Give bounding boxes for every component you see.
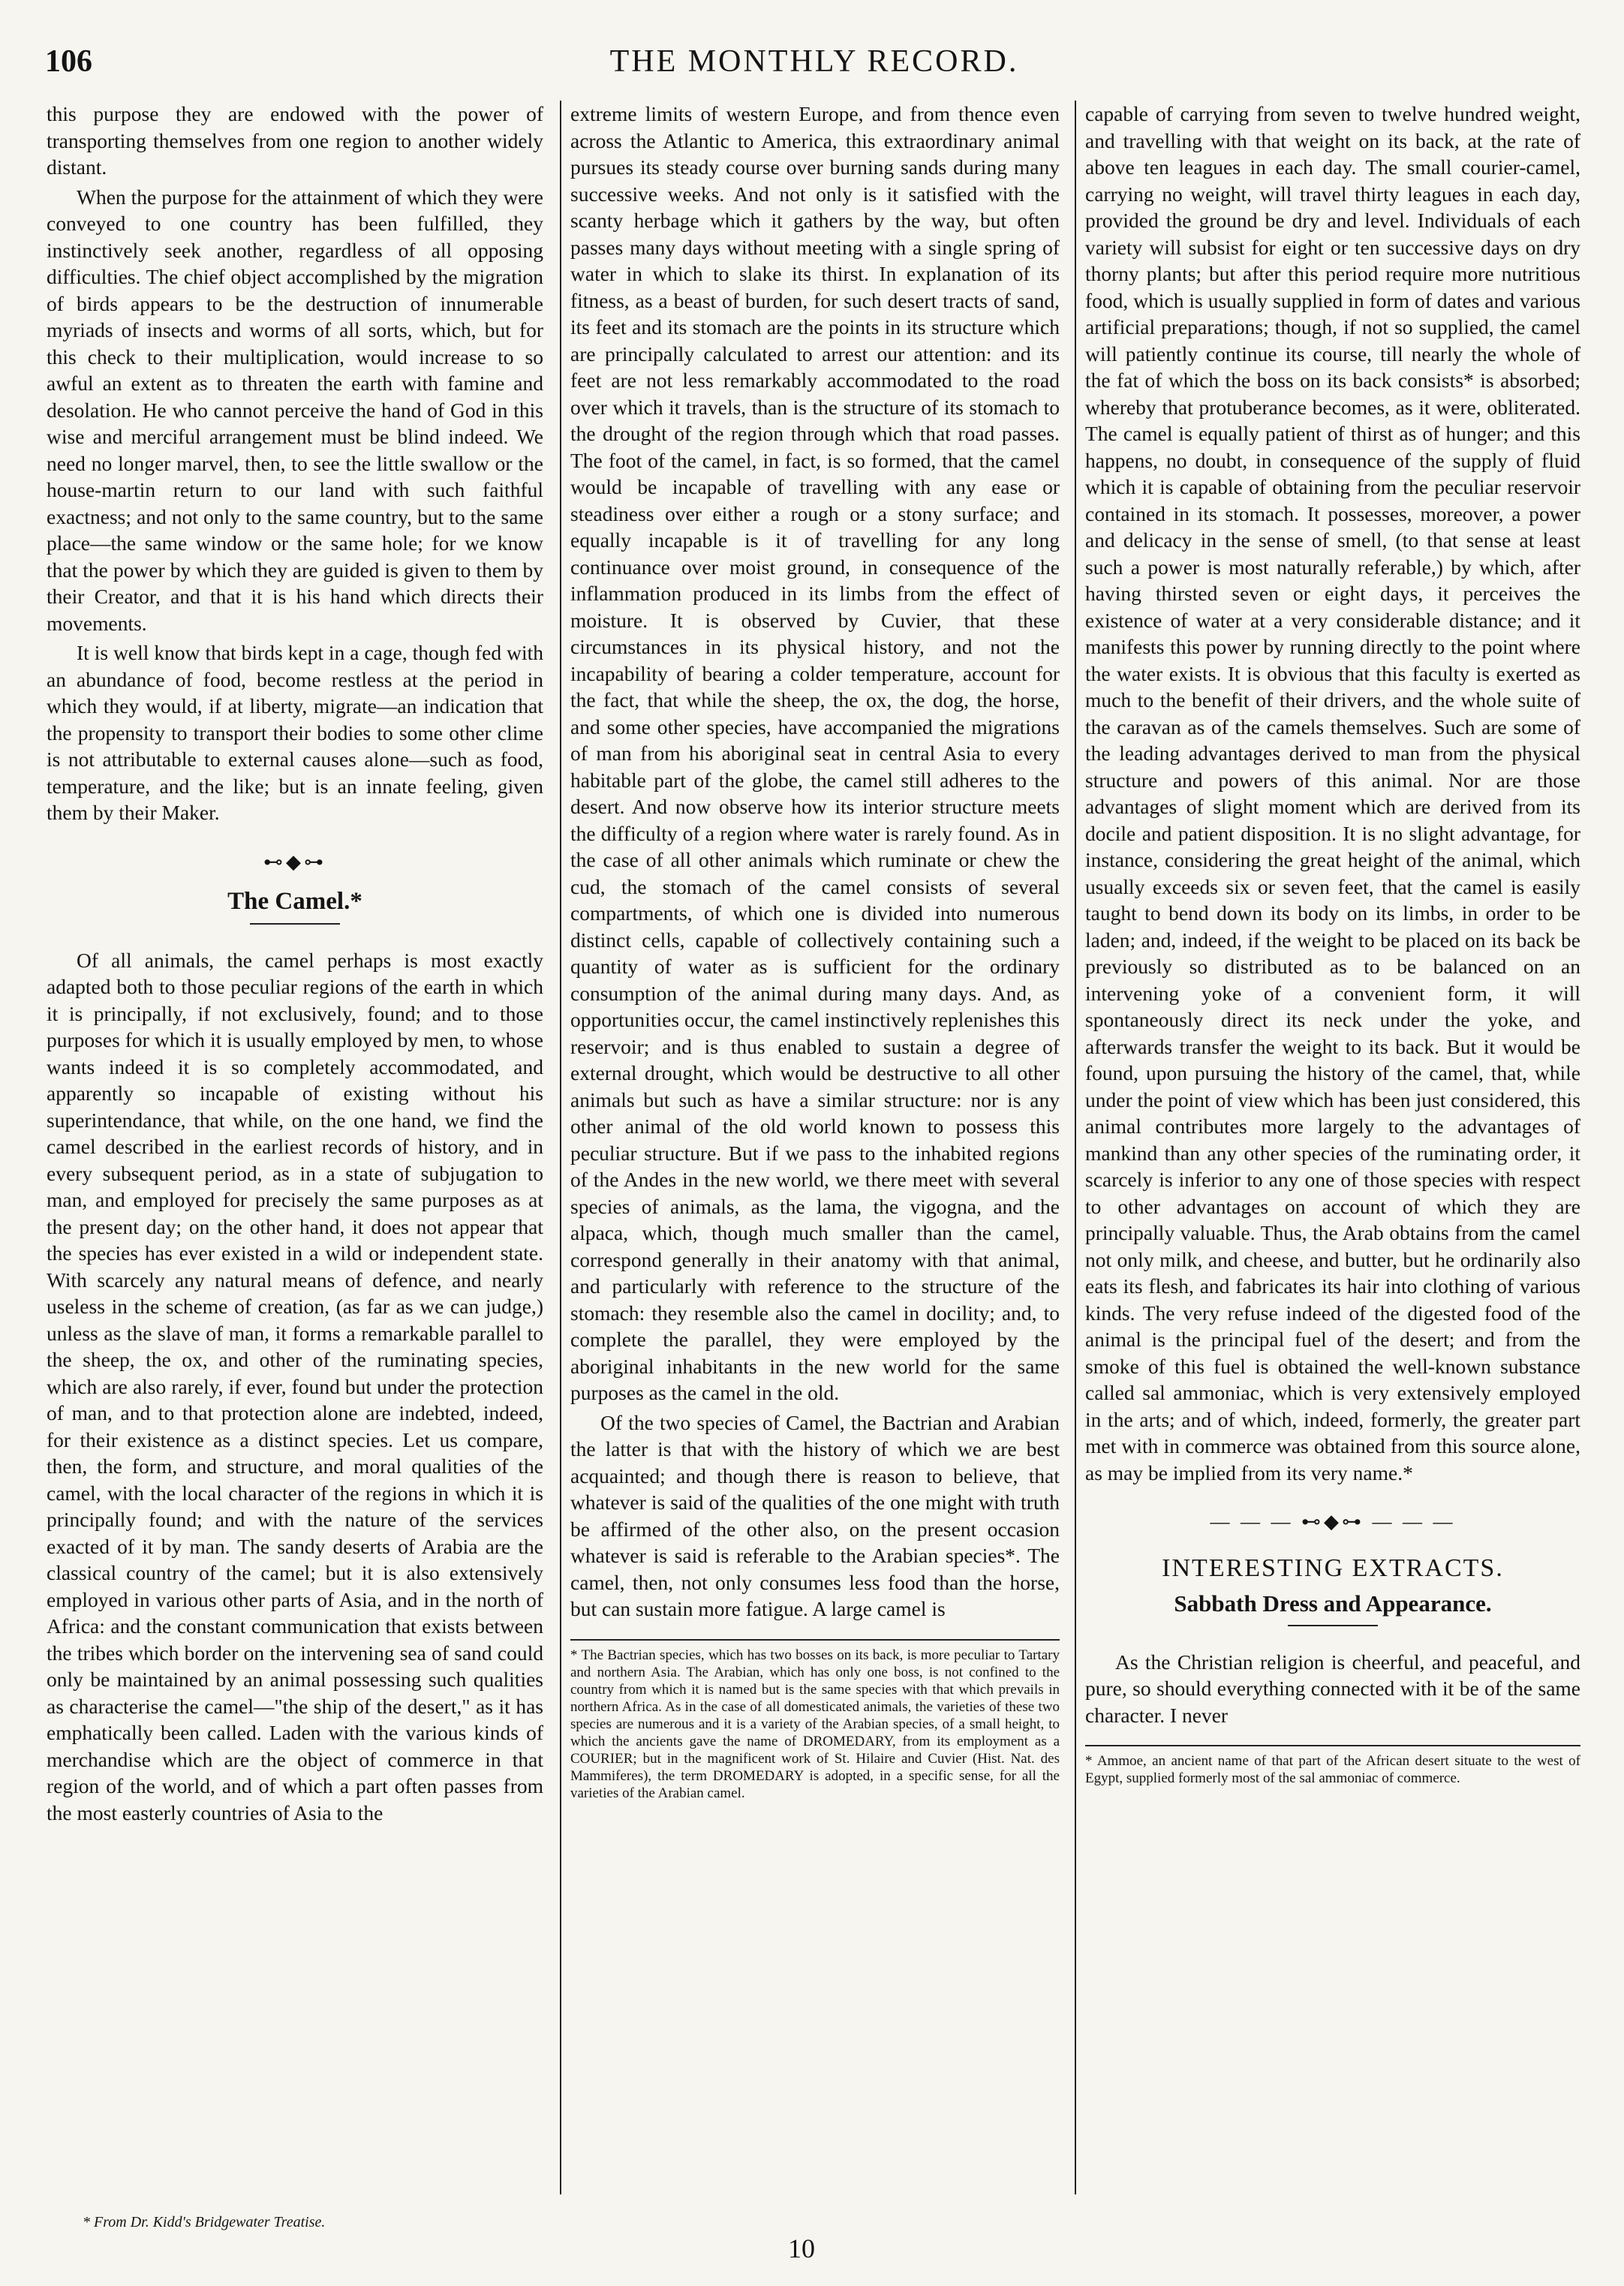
footnote: * From Dr. Kidd's Bridgewater Treatise. <box>83 2214 326 2230</box>
paragraph: this purpose they are endowed with the power of transporting themselves from one region to another widely distant. <box>47 102 543 179</box>
ornament-divider: ⊷◆⊶ <box>263 850 326 873</box>
paragraph: It is well know that birds kept in a cage, though fed with an abundance of food, become restless at the period in which they would, if at liberty, migrate—an indication that the propensity to transport their bodies to some other clime is not attributable to external causes alone—such as food, temperature, and the like; but is an innate feeling, given them by their Maker. <box>47 641 543 824</box>
column-3 <box>1075 101 1580 2194</box>
article-title: Sabbath Dress and Appearance. <box>1174 1590 1492 1617</box>
signature-mark: 10 <box>788 2233 815 2263</box>
paragraph: extreme limits of western Europe, and from thence even across the Atlantic to America, this extraordinary animal pursues its steady course over burning sands during many successive weeks. And not only is it satisfied with the scanty herbage which it gathers by the way, but often passes many days without meeting with a single spring of water in which to slake its thirst. In explanation of its fitness, as a beast of burden, for such desert tracts of sand, its feet and its stomach are the points in its structure which are principally calculated to arrest our attention: and its feet are not less remarkably accommodated to the road over which it travels, than is the structure of its stomach to the drought of the region through which that road passes. The foot of the camel, in fact, is so formed, that the camel would be incapable of travelling with any ease or steadiness over either a rough or a stony surface; and equally incapable is it of travelling for any long continuance over moist ground, in consequence of the inflammation produced in its limbs from the effect of moisture. It is observed by Cuvier, that these circumstances in its physical history, and not the incapability of bearing a colder temperature, account for the fact, that while the sheep, the ox, the dog, the horse, and some other species, have accompanied the migrations of man from his aboriginal seat in central Asia to every habitable part of the globe, the camel still adheres to the desert. And now observe how its interior structure meets the difficulty of a region where water is rarely found. As in the case of all other animals which ruminate or chew the cud, the stomach of the camel consists of several compartments, of which one is divided into numerous distinct cells, capable of collectively containing such a quantity of water as is sufficient for the ordinary consumption of the animal during many days. And, as opportunities occur, the camel instinctively replenishes this reservoir; and is thus enabled to sustain a degree of external drought, which would be destructive to all other animals but such as have a similar structure: nor is any other animal of the old world known to possess this peculiar structure. But if we pass to the inhabited regions of the Andes in the new world, we there meet with several species of animals, as the lama, the vigogna, and the alpaca, which, though much smaller than the camel, correspond generally in their anatomy with that animal, and particularly with reference to the structure of the stomach: they resemble also the camel in docility; and, to complete the parallel, they were employed by the aboriginal inhabitants in the new world for the same purposes as the camel in the old. <box>570 102 1060 1404</box>
title-rule <box>1288 1625 1378 1626</box>
paragraph: As the Christian religion is cheerful, and peaceful, and pure, so should everything connected with it be of the same character. I never <box>1085 1650 1580 1727</box>
footnote: * The Bactrian species, which has two bosses on its back, is more peculiar to Tartary and northern Asia. The Arabian, which has only one boss, is not confined to the country from which it is named but is the same species with that which prevails in northern Africa. As in the case of all domesticated animals, the varieties of these two species are numerous and it is a variety of the Arabian species, of a small height, to which the ancients gave the name of DROMEDARY, from its employment as a COURIER; but in the magnificent work of St. Hilaire and Cuvier (Hist. Nat. des Mammiferes), the term DROMEDARY is adopted, in a specific sense, for all the varieties of the Arabian camel. <box>570 1639 1060 1802</box>
footnote: * Ammoe, an ancient name of that part of the African desert situate to the west of Egypt, supplied formerly most of the sal ammoniac of commerce. <box>1085 1745 1580 1787</box>
column-2 <box>560 101 1060 2194</box>
article-title: The Camel.* <box>227 888 362 915</box>
title-rule <box>250 923 340 925</box>
paragraph: When the purpose for the attainment of which they were conveyed to one country has been fulfilled, they instinctively seek another, regardless of all opposing difficulties. The chief object accomplished by the migration of birds appears to be the destruction of innumerable myriads of insects and worms of all sorts, which, but for this check to their multiplication, would increase to so awful an extent as to threaten the earth with famine and desolation. He who cannot perceive the hand of God in this wise and merciful arrangement must be blind indeed. We need no longer marvel, then, to see the little swallow or the house-martin return to our land with such faithful exactness; and not only to the same country, but to the same place—the same window or the same hole; for we know that the power by which they are guided is given to them by their Creator, and that it is his hand which directs their movements. <box>47 185 543 635</box>
section-heading: INTERESTING EXTRACTS. <box>1162 1554 1504 1582</box>
paragraph: Of the two species of Camel, the Bactrian and Arabian the latter is that with the history of which we are best acquainted; and though there is reason to believe, that whatever is said of the qualities of the one might with truth be affirmed of the other also, on the present occasion whatever is said is referable to the Arabian species*. The camel, then, not only consumes less food than the horse, but can sustain more fatigue. A large camel is <box>570 1410 1060 1620</box>
running-title: THE MONTHLY RECORD. <box>609 44 1019 79</box>
ornament-divider: — — — ⊷◆⊶ — — — <box>1210 1511 1456 1533</box>
paragraph: capable of carrying from seven to twelve hundred weight, and travelling with that weight on its back, at the rate of above ten leagues in each day. The small courier-camel, carrying no weight, will travel thirty leagues in each day, provided the ground be dry and level. Individuals of each variety will subsist for eight or ten successive days on dry thorny plants; but after this period require more nutritious food, which is usually supplied in form of dates and various artificial preparations; though, if not so supplied, the camel will patiently continue its course, till nearly the whole of the fat of which the boss on its back consists* is absorbed; whereby that protuberance becomes, as it were, obliterated. The camel is equally patient of thirst as of hunger; and this happens, no doubt, in consequence of the supply of fluid which it is capable of obtaining from the peculiar reservoir contained in its stomach. It possesses, moreover, a power and delicacy in the sense of smell, (to that sense at least such a power is most naturally referable,) by which, after having thirsted seven or eight days, it perceives the existence of water at a very considerable distance; and it manifests this power by running directly to the point where the water exists. It is obvious that this faculty is exerted as much to the benefit of their drivers, and the whole suite of the caravan as of the camels themselves. Such are some of the leading advantages derived to man from the physical structure and powers of this animal. Nor are those advantages of slight moment which are derived from its docile and patient disposition. It is no slight advantage, for instance, considering the great height of the animal, which usually exceeds six or seven feet, that the camel is easily taught to bend down its body on its limbs, in order to be laden; and, indeed, if the weight to be placed on its back be previously so distributed as to be balanced on an intervening yoke of a convenient form, it will spontaneously direct its neck under the yoke, and afterwards transfer the weight to its back. But it would be found, upon pursuing the history of the camel, that, while under the point of view which has been just considered, this animal contributes more largely to the advantages of mankind than any other species of the ruminating order, it scarcely is inferior to any one of those species with respect to other advantages on account of which they are principally valuable. Thus, the Arab obtains from the camel not only milk, and cheese, and butter, but he ordinarily also eats its flesh, and fabricates its hair into clothing of various kinds. The very refuse indeed of the digested food of the animal is the principal fuel of the desert; and from the smoke of this fuel is obtained the well-known substance called sal ammoniac, which is very extensively employed in the arts; and of which, indeed, formerly, the greater part met with in commerce was obtained from this source alone, as may be implied from its very name.* <box>1085 102 1580 1484</box>
page-number: 106 <box>45 44 92 79</box>
page-header <box>45 44 1583 81</box>
column-1 <box>47 101 543 2194</box>
paragraph: Of all animals, the camel perhaps is most exactly adapted both to those peculiar regions of the earth in which it is principally, if not exclusively, found; and to those purposes for which it is usually employed by men, to whose wants indeed it is so completely accommodated, and apparently so incapable of existing without his superintendance, that while, on the one hand, we find the camel described in the earliest records of history, and in every subsequent period, as in a state of subjugation to man, and employed for precisely the same purposes as at the present day; on the other hand, it does not appear that the species has ever existed in a wild or independent state. With scarcely any natural means of defence, and nearly useless in the scheme of creation, (as far as we can judge,) unless as the slave of man, it forms a remarkable parallel to the sheep, the ox, and other of the ruminating species, which are also rarely, if ever, found but under the protection of man, and to that protection alone are indebted, indeed, for their existence as a distinct species. Let us compare, then, the form, and structure, and moral qualities of the camel, with the local character of the regions in which it is principally found; and with the nature of the services exacted of it by man. The sandy deserts of Arabia are the classical country of the camel; but it is also extensively employed in various other parts of Asia, and in the north of Africa: and the constant communication that exists between the tribes which border on the intervening sea of sand could only be maintained by an animal possessing such qualities as characterise the camel—"the ship of the desert," as it has emphatically been called. Laden with the various kinds of merchandise which are the object of commerce in that region of the world, and of which a part often passes from the most easterly countries of Asia to the <box>47 948 543 1824</box>
